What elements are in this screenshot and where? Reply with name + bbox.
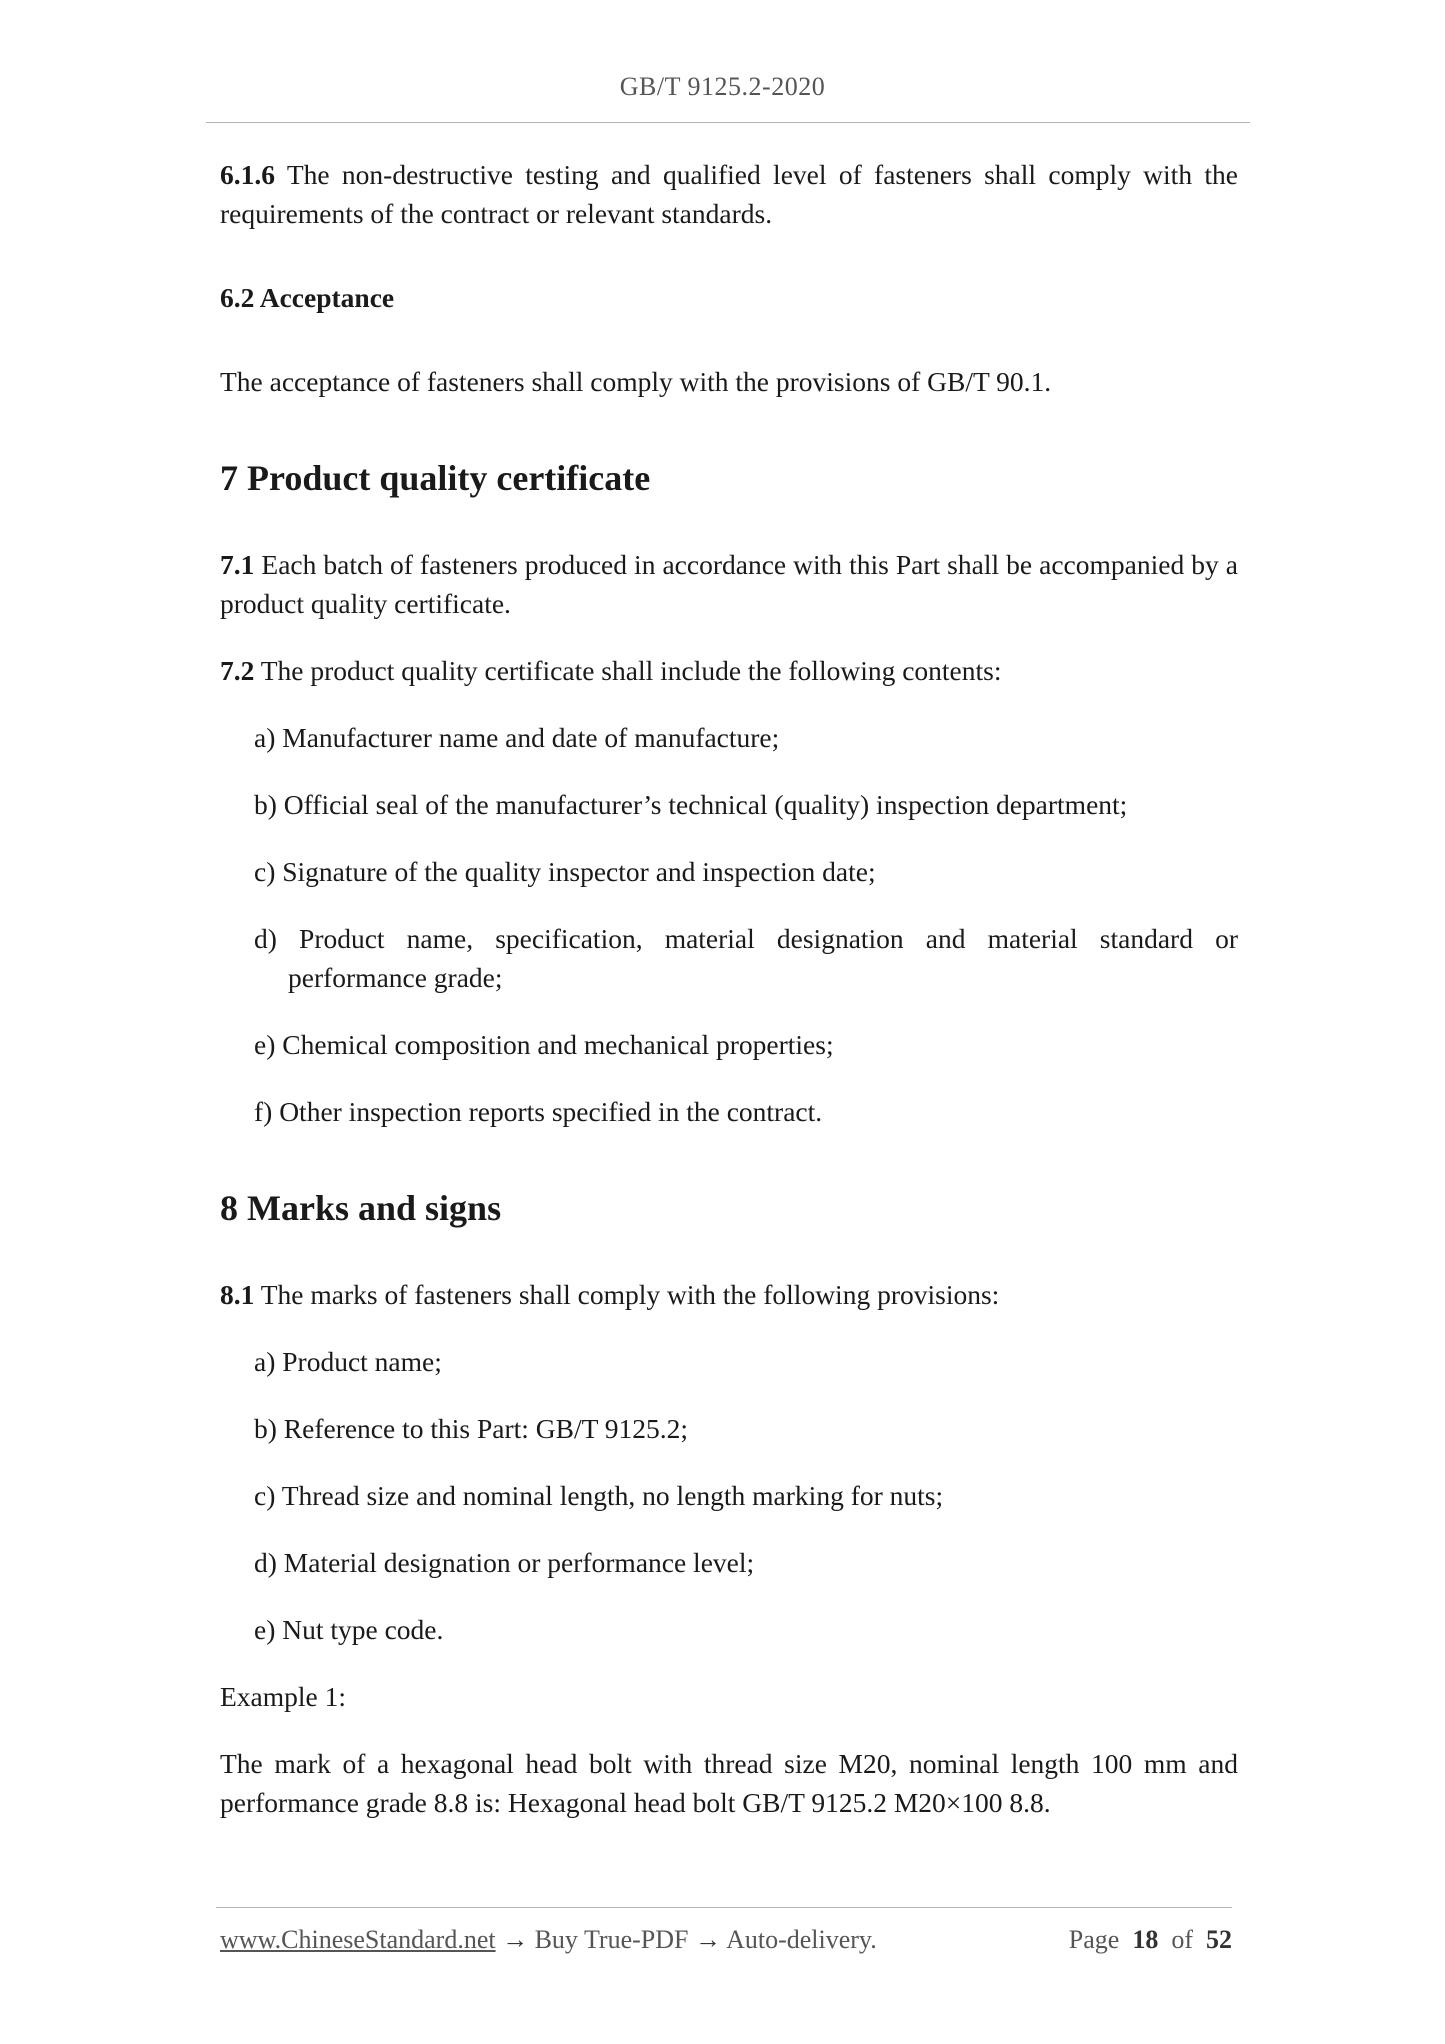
list-item: e) Chemical composition and mechanical properties;	[254, 1029, 834, 1060]
document-header-title: GB/T 9125.2-2020	[619, 72, 826, 101]
list-item: e) Nut type code.	[254, 1614, 444, 1645]
buy-text: Buy True-PDF	[534, 1925, 689, 1954]
clause-7-1	[220, 545, 1238, 623]
list-item: a) Product name;	[254, 1346, 442, 1377]
list-item: d) Product name, specification, material designation and material standard or performance grade;	[254, 923, 1238, 993]
clause-number: 7.2	[220, 655, 255, 686]
subsection-heading-6-2: 6.2 Acceptance	[220, 282, 395, 313]
clause-text: The marks of fasteners shall comply with the following provisions:	[254, 1279, 1000, 1310]
document-footer	[220, 1925, 1232, 1955]
example-text: The mark of a hexagonal head bolt with thread size M20, nominal length 100 mm and performance grade 8.8 is: Hexagonal head bolt GB/T 9125.2 M20×100 8.8.	[220, 1748, 1238, 1818]
example-label: Example 1:	[220, 1681, 347, 1712]
list-item: c) Signature of the quality inspector and inspection date;	[254, 856, 876, 887]
section-heading-7: 7 Product quality certificate	[220, 458, 651, 498]
site-link[interactable]: www.ChineseStandard.net	[220, 1925, 496, 1954]
clause-text: The product quality certificate shall include the following contents:	[254, 655, 1002, 686]
page-total: 52	[1206, 1925, 1232, 1954]
page-of: of	[1171, 1925, 1193, 1954]
clause-number: 6.1.6	[220, 159, 275, 190]
footer-divider	[216, 1907, 1232, 1908]
section-heading-8: 8 Marks and signs	[220, 1188, 502, 1228]
list-item: f) Other inspection reports specified in the contract.	[254, 1096, 823, 1127]
list-item: b) Official seal of the manufacturer’s technical (quality) inspection department;	[254, 789, 1128, 820]
clause-7-2	[220, 651, 1238, 690]
list-item: a) Manufacturer name and date of manufacture;	[254, 722, 780, 753]
list-item: d) Material designation or performance level;	[254, 1547, 755, 1578]
arrow-right-icon: →	[502, 1925, 529, 1954]
arrow-right-icon: →	[695, 1925, 721, 1954]
clause-number: 7.1	[220, 549, 255, 580]
clause-8-1	[220, 1275, 1238, 1314]
page-number	[1069, 1925, 1232, 1955]
page-label: Page	[1068, 1925, 1120, 1954]
clause-6-1-6	[220, 155, 1238, 233]
clause-text: The non-destructive testing and qualified level of fasteners shall comply with the requirements of the contract or relevant standards.	[220, 159, 1238, 229]
list-item: b) Reference to this Part: GB/T 9125.2;	[254, 1413, 689, 1444]
footer-promo	[220, 1925, 877, 1955]
clause-text: Each batch of fasteners produced in accordance with this Part shall be accompanied by a product quality certificate.	[220, 549, 1238, 619]
delivery-text: Auto-delivery.	[726, 1925, 877, 1954]
list-item: c) Thread size and nominal length, no length marking for nuts;	[254, 1480, 944, 1511]
document-body	[220, 155, 1238, 1822]
header-divider	[206, 122, 1250, 123]
clause-6-2-text: The acceptance of fasteners shall comply with the provisions of GB/T 90.1.	[220, 366, 1052, 397]
page-current: 18	[1132, 1925, 1159, 1954]
clause-number: 8.1	[220, 1279, 255, 1310]
